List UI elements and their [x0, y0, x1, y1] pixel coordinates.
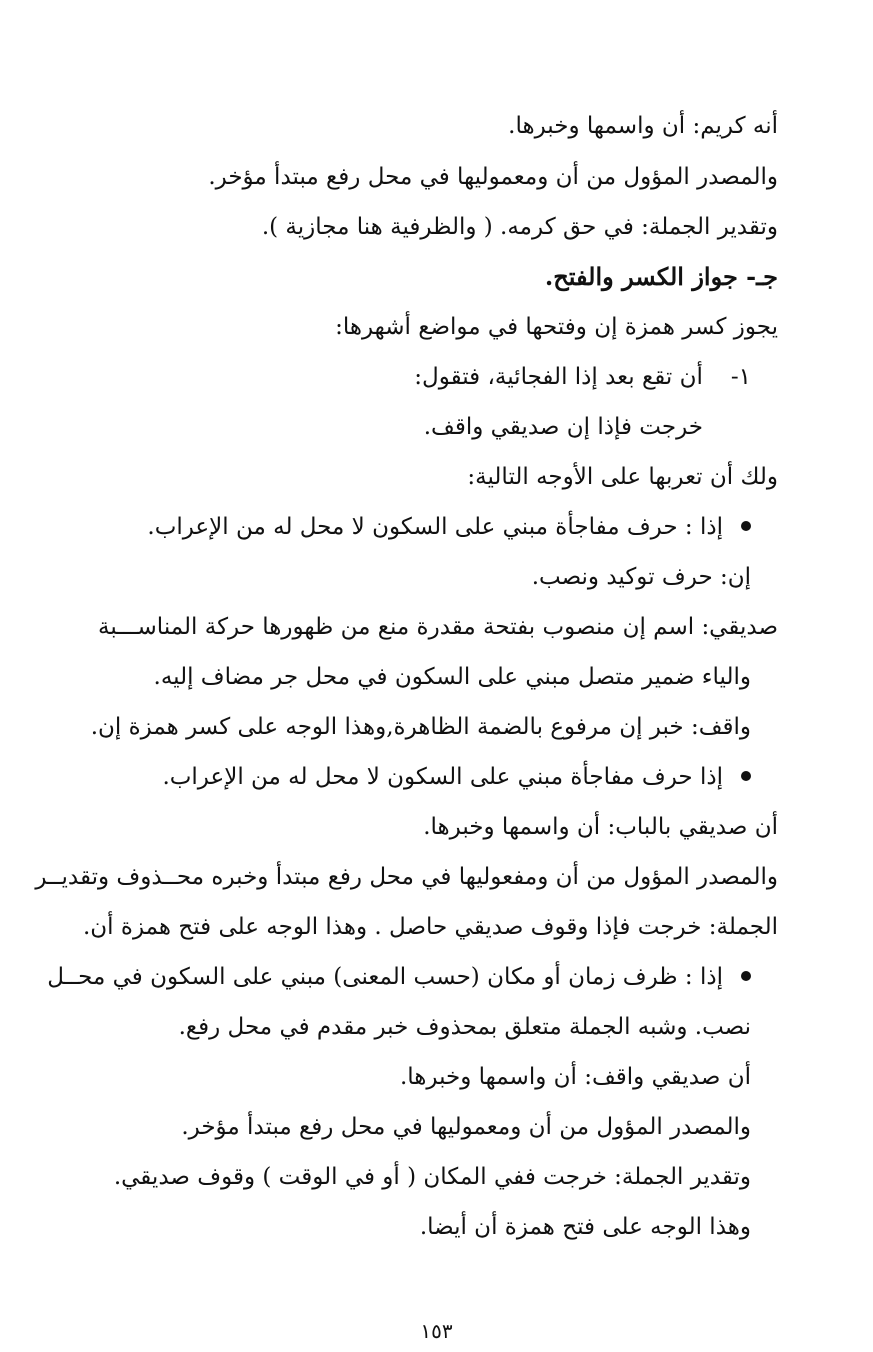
numbered-item-1: [414, 362, 751, 392]
bullet-text: إذا : ظرف زمان أو مكان (حسب المعنى) مبني على السكون في محــل: [47, 964, 723, 990]
text-line-1: أنه كريم: أن واسمها وخبرها.: [508, 113, 778, 139]
page-number: ١٥٣: [420, 1319, 453, 1343]
bullet-item-1: [147, 512, 751, 542]
text-line-20: نصب. وشبه الجملة متعلق بمحذوف خبر مقدم في محل رفع.: [178, 1014, 751, 1040]
section-heading: جـ- جواز الكسر والفتح.: [544, 262, 778, 291]
item-number: ١-: [730, 364, 751, 390]
bullet-text: إذا : حرف مفاجأة مبني على السكون لا محل له من الإعراب.: [147, 514, 723, 540]
text-line-22: والمصدر المؤول من أن ومعموليها في محل رفع مبتدأ مؤخر.: [181, 1114, 751, 1140]
text-line-16: أن صديقي بالباب: أن واسمها وخبرها.: [423, 814, 778, 840]
text-line-24: وهذا الوجه على فتح همزة أن أيضا.: [419, 1214, 751, 1240]
text-line-2: والمصدر المؤول من أن ومعموليها في محل رفع مبتدأ مؤخر.: [208, 164, 778, 190]
text-line-23: وتقدير الجملة: خرجت ففي المكان ( أو في الوقت ) وقوف صديقي.: [113, 1164, 751, 1190]
text-line-11: إن: حرف توكيد ونصب.: [531, 564, 751, 590]
text-line-9: ولك أن تعربها على الأوجه التالية:: [467, 464, 778, 490]
bullet-text: إذا حرف مفاجأة مبني على السكون لا محل له من الإعراب.: [162, 764, 723, 790]
text-line-18: الجملة: خرجت فإذا وقوف صديقي حاصل . وهذا الوجه على فتح همزة أن.: [82, 914, 778, 940]
bullet-icon: [741, 771, 751, 781]
text-line-5: يجوز كسر همزة إن وفتحها في مواضع أشهرها:: [335, 314, 778, 340]
bullet-item-3: [47, 962, 751, 992]
item-text: أن تقع بعد إذا الفجائية، فتقول:: [414, 364, 703, 390]
bullet-item-2: [162, 762, 751, 792]
example-sentence: خرجت فإذا إن صديقي واقف.: [423, 414, 703, 440]
text-line-14: واقف: خبر إن مرفوع بالضمة الظاهرة,وهذا الوجه على كسر همزة إن.: [90, 714, 751, 740]
bullet-icon: [741, 521, 751, 531]
text-line-17: والمصدر المؤول من أن ومفعوليها في محل رفع مبتدأ وخبره محــذوف وتقديــر: [35, 864, 778, 890]
text-line-21: أن صديقي واقف: أن واسمها وخبرها.: [399, 1064, 751, 1090]
text-line-12: صديقي: اسم إن منصوب بفتحة مقدرة منع من ظهورها حركة المناســـبة: [98, 614, 778, 640]
bullet-icon: [741, 971, 751, 981]
text-line-3: وتقدير الجملة: في حق كرمه. ( والظرفية هنا مجازية ).: [261, 214, 778, 240]
text-line-13: والياء ضمير متصل مبني على السكون في محل جر مضاف إليه.: [153, 664, 751, 690]
